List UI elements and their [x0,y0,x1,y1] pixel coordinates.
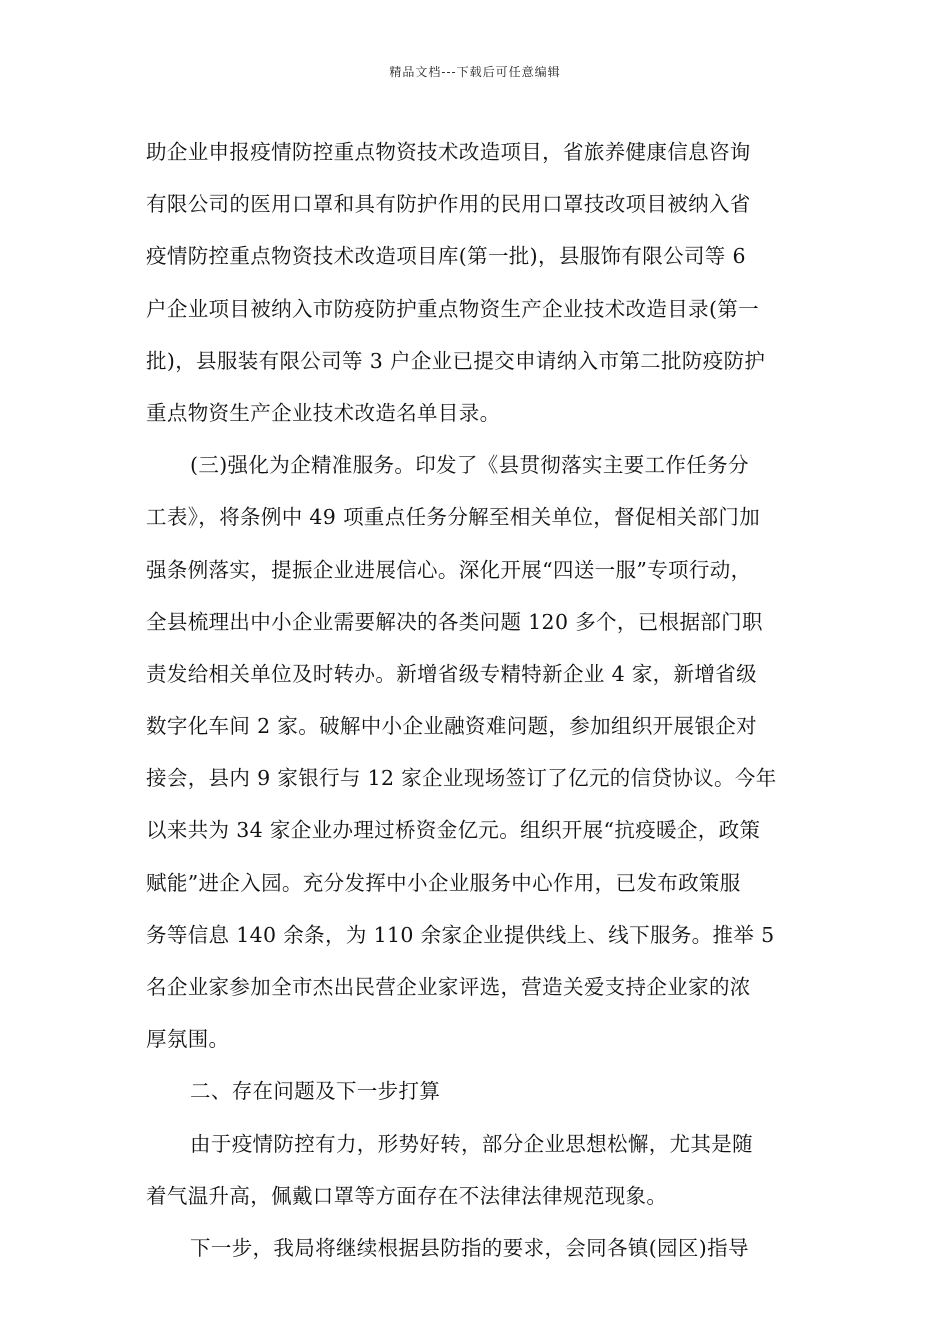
text-line: 强条例落实，提振企业进展信心。深化开展“四送一服”专项行动， [146,557,752,582]
paragraph-start-line: 由于疫情防控有力，形势好转，部分企业思想松懈，尤其是随 [190,1131,753,1156]
text-line: 疫情防控重点物资技术改造项目库(第一批)，县服饰有限公司等 6 [146,244,746,269]
text-line: 助企业申报疫情防控重点物资技术改造项目，省旅养健康信息咨询 [146,140,751,164]
paragraph-start-line: 下一步，我局将继续根据县防指的要求，会同各镇(园区)指导 [190,1235,749,1260]
text-line: 有限公司的医用口罩和具有防护作用的民用口罩技改项目被纳入省 [146,192,751,217]
text-line: 重点物资生产企业技术改造名单目录。 [146,400,501,425]
text-line: 厚氛围。 [146,1027,230,1052]
text-line: 工表》，将条例中 49 项重点任务分解至相关单位，督促相关部门加 [146,505,761,530]
text-line: 责发给相关单位及时转办。新增省级专精特新企业 4 家，新增省级 [146,661,757,686]
text-line: 赋能”进企入园。充分发挥中小企业服务中心作用，已发布政策服 [146,870,741,895]
text-line: 务等信息 140 余条，为 110 余家企业提供线上、线下服务。推举 5 [146,922,775,947]
text-line: 着气温升高，佩戴口罩等方面存在不法律法律规范现象。 [146,1183,668,1208]
text-line: 名企业家参加全市杰出民营企业家评选，营造关爱支持企业家的浓 [146,975,751,999]
paragraph-start-line: (三)强化为企精准服务。印发了《县贯彻落实主要工作任务分 [190,453,749,478]
text-line: 全县梳理出中小企业需要解决的各类问题 120 多个，已根据部门职 [146,609,763,634]
section-heading: 二、存在问题及下一步打算 [190,1079,441,1104]
text-line: 以来共为 34 家企业办理过桥资金亿元。组织开展“抗疫暖企，政策 [146,818,761,843]
page-header: 精品文档---下载后可任意编辑 [389,65,561,79]
text-line: 接会，县内 9 家银行与 12 家企业现场签订了亿元的信贷协议。今年 [146,766,777,791]
text-line: 批)，县服装有限公司等 3 户企业已提交申请纳入市第二批防疫防护 [146,348,766,373]
document-body [146,132,814,1280]
text-line: 户企业项目被纳入市防疫防护重点物资生产企业技术改造目录(第一 [146,296,759,321]
text-line: 数字化车间 2 家。破解中小企业融资难问题，参加组织开展银企对 [146,714,757,739]
